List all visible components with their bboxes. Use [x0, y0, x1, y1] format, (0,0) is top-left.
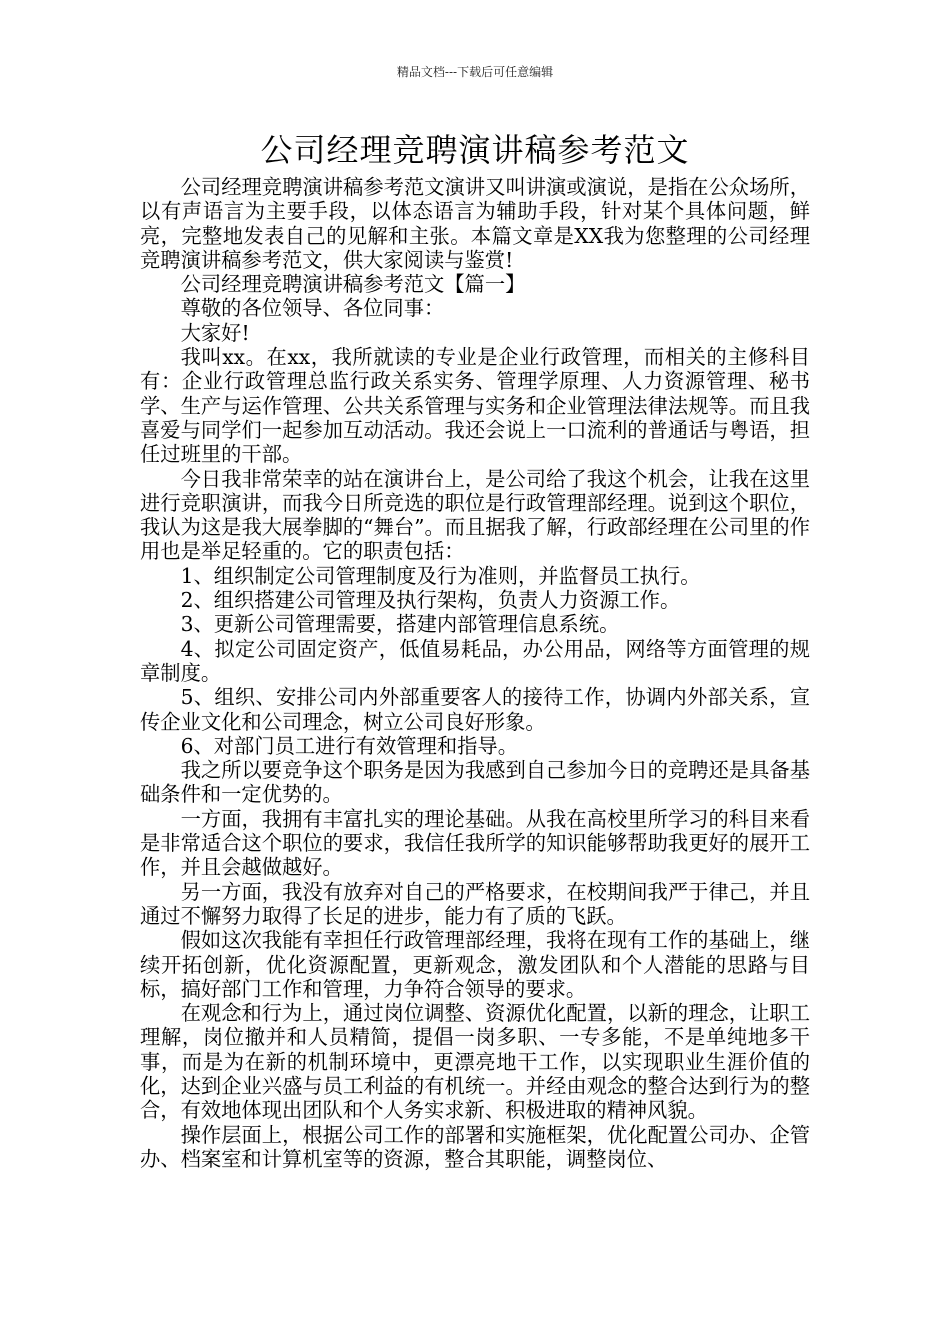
paragraph-greeting: 大家好! — [180, 320, 250, 345]
paragraph-self-intro: 我叫xx。在xx，我所就读的专业是企业行政管理，而相关的主修科目有：企业行政管理总监行政关系实务、管理学原理、人力资源管理、秘书学、生产与运作管理、公共关系管理与实务和企业管理法律法规等。而且我喜爱与同学们一起参加互动活动。我还会说上一口流利的普通话与粤语，担任过班里的干部。 — [140, 345, 810, 467]
paragraph-reason: 我之所以要竞争这个职务是因为我感到自己参加今日的竞聘还是具备基础条件和一定优势的。 — [140, 758, 810, 807]
page-header-note: 精品文档---下载后可任意编辑 — [396, 65, 554, 79]
paragraph-operation: 操作层面上，根据公司工作的部署和实施框架，优化配置公司办、企管办、档案室和计算机室等的资源，整合其职能，调整岗位、 — [140, 1122, 810, 1171]
paragraph-salutation: 尊敬的各位领导、各位同事： — [180, 296, 445, 321]
paragraph-intro: 公司经理竞聘演讲稿参考范文演讲又叫讲演或演说，是指在公众场所，以有声语言为主要手段，以体态语言为辅助手段，针对某个具体问题，鲜亮，完整地发表自己的见解和主张。本篇文章是XX我为您整理的公司经理竞聘演讲稿参考范文，供大家阅读与鉴赏! — [140, 175, 810, 272]
paragraph-position: 今日我非常荣幸的站在演讲台上，是公司给了我这个机会，让我在这里进行竞职演讲，而我今日所竞选的职位是行政管理部经理。说到这个职位，我认为这是我大展拳脚的“舞台”。而且据我了解，行政部经理在公司里的作用也是举足轻重的。它的职责包括： — [140, 466, 810, 564]
paragraph-duty-4: 4、拟定公司固定资产，低值易耗品，办公用品，网络等方面管理的规章制度。 — [140, 636, 810, 685]
paragraph-duty-2: 2、组织搭建公司管理及执行架构，负责人力资源工作。 — [180, 588, 681, 613]
document-body — [140, 175, 810, 1171]
paragraph-advantage-1: 一方面，我拥有丰富扎实的理论基础。从我在高校里所学习的科目来看是非常适合这个职位的要求，我信任我所学的知识能够帮助我更好的展开工作，并且会越做越好。 — [140, 806, 810, 880]
paragraph-advantage-2: 另一方面，我没有放弃对自己的严格要求，在校期间我严于律己，并且通过不懈努力取得了长足的进步，能力有了质的飞跃。 — [140, 879, 810, 928]
paragraph-duty-1: 1、组织制定公司管理制度及行为准则，并监督员工执行。 — [180, 563, 701, 588]
paragraph-plan: 假如这次我能有幸担任行政管理部经理，我将在现有工作的基础上，继续开拓创新，优化资源配置，更新观念，激发团队和个人潜能的思路与目标，搞好部门工作和管理，力争符合领导的要求。 — [140, 928, 810, 1001]
document-title: 公司经理竞聘演讲稿参考范文 — [260, 131, 690, 169]
paragraph-duty-3: 3、更新公司管理需要，搭建内部管理信息系统。 — [180, 612, 620, 637]
paragraph-concept: 在观念和行为上，通过岗位调整、资源优化配置，以新的理念，让职工理解，岗位撤并和人员精简，提倡一岗多职、一专多能，不是单纯地多干事，而是为在新的机制环境中，更漂亮地干工作，以实现职业生涯价值的化，达到企业兴盛与员工利益的有机统一。并经由观念的整合达到行为的整合，有效地体现出团队和个人务实求新、积极进取的精神风貌。 — [140, 1001, 810, 1123]
paragraph-duty-6: 6、对部门员工进行有效管理和指导。 — [180, 733, 518, 758]
paragraph-section-heading: 公司经理竞聘演讲稿参考范文【篇一】 — [180, 272, 526, 297]
paragraph-duty-5: 5、组织、安排公司内外部重要客人的接待工作，协调内外部关系，宣传企业文化和公司理念，树立公司良好形象。 — [140, 685, 810, 734]
